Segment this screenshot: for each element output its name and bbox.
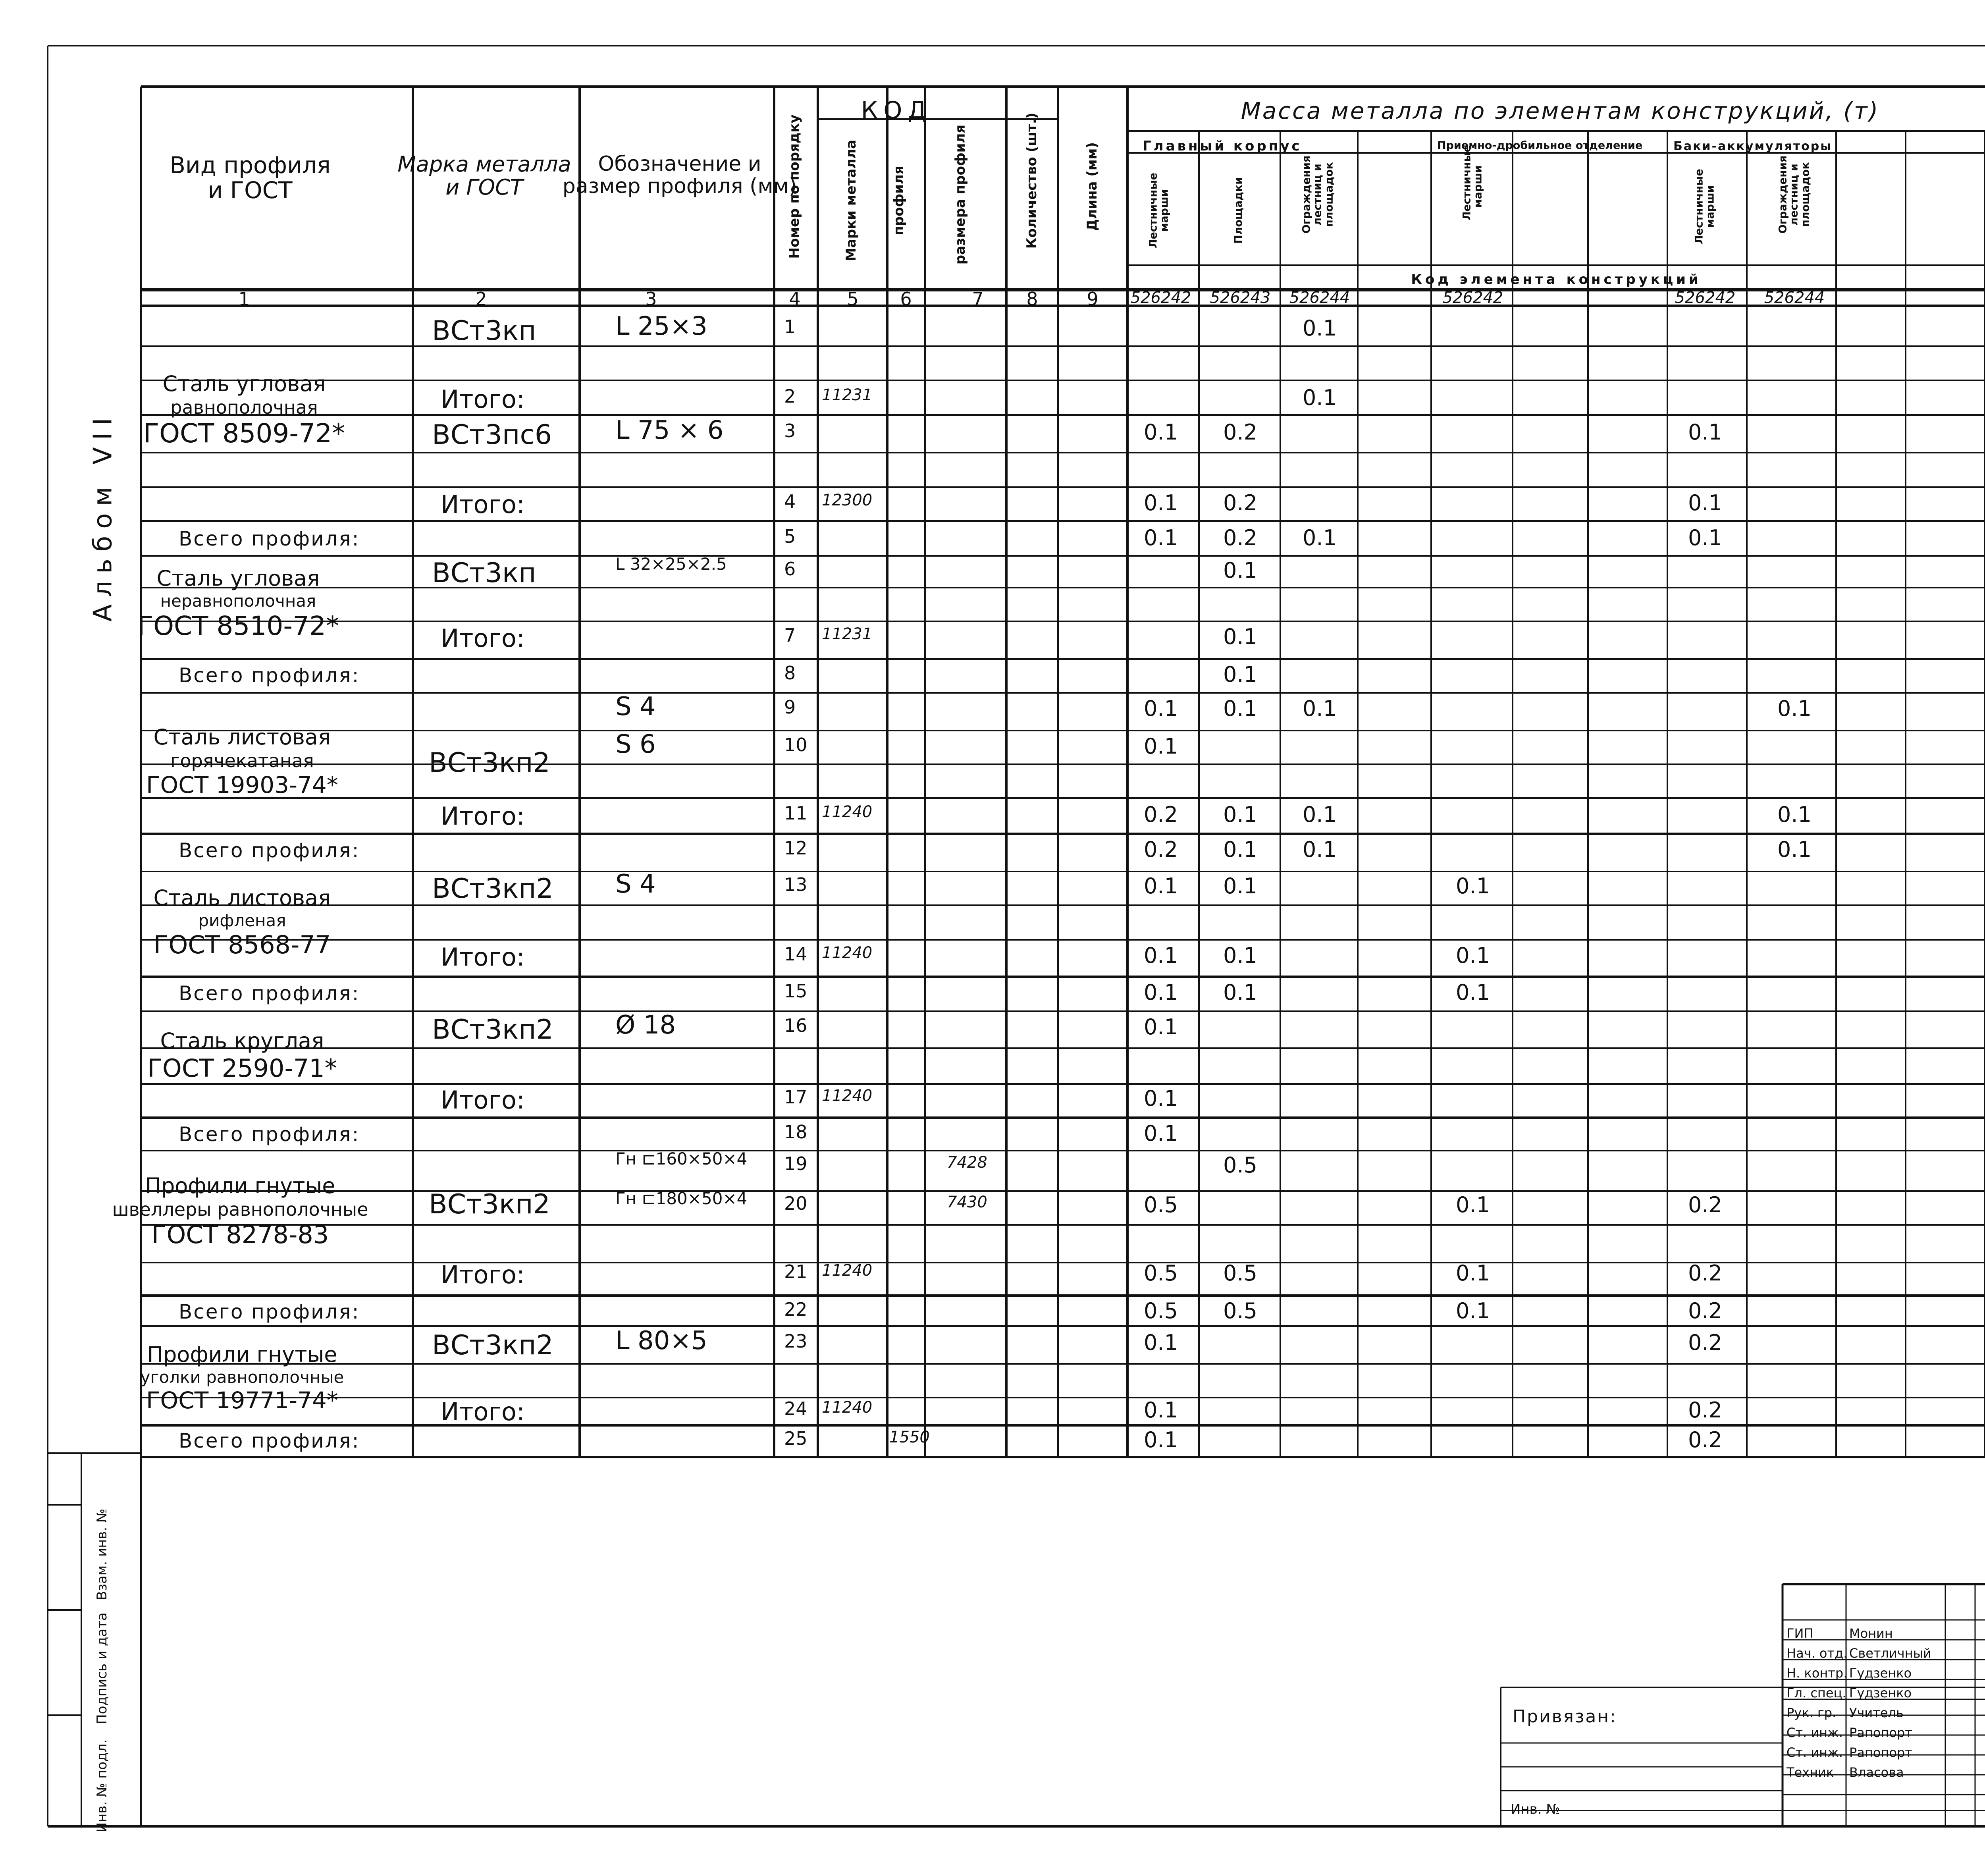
row-code-metal-24: 11240 xyxy=(822,1398,873,1417)
row-mass-14-1: 0.1 xyxy=(1223,943,1257,968)
row-mass-24-4: 0.2 xyxy=(1688,1398,1722,1423)
row-number-9: 9 xyxy=(784,696,796,718)
profile-name-5: Сталь круглая ГОСТ 2590-71* xyxy=(147,1028,337,1083)
row-mass-25-4: 0.2 xyxy=(1688,1427,1722,1452)
profile-name-4: Сталь листовая рифленая ГОСТ 8568-77 xyxy=(153,885,331,960)
signature-role-7: Техник xyxy=(1786,1765,1834,1780)
row-mass-9-1: 0.1 xyxy=(1223,696,1257,721)
row-mass-20-0: 0.5 xyxy=(1144,1192,1178,1217)
row-code-metal-7: 11231 xyxy=(822,625,873,643)
header-sub-fences: Ограждения лестниц и площадок xyxy=(1300,155,1336,234)
row-grade-13: ВСт3кп2 xyxy=(432,873,553,904)
row-mass-21-1: 0.5 xyxy=(1223,1261,1257,1286)
row-mass-4-1: 0.2 xyxy=(1223,490,1257,515)
code-main-platforms: 526243 xyxy=(1210,289,1271,307)
row-size-20: Гн ⊏180×50×4 xyxy=(615,1189,748,1208)
row-number-21: 21 xyxy=(784,1261,807,1282)
colnum-8: 8 xyxy=(1026,288,1038,310)
row-number-4: 4 xyxy=(784,491,796,512)
inv-label: Инв. № xyxy=(1511,1801,1560,1817)
code-receiving-stairs: 526242 xyxy=(1442,289,1503,307)
row-mass-5-1: 0.2 xyxy=(1223,525,1257,550)
itogo-label-17: Итого: xyxy=(441,1085,525,1114)
row-mass-13-0: 0.1 xyxy=(1144,873,1178,898)
header-group-main: Главный корпус xyxy=(1143,138,1302,154)
row-mass-5-4: 0.1 xyxy=(1688,525,1722,550)
vsego-label-22: Всего профиля: xyxy=(179,1300,360,1323)
row-mass-21-0: 0.5 xyxy=(1144,1261,1178,1286)
code-tanks-fences: 526244 xyxy=(1764,289,1825,307)
row-grade-23: ВСт3кп2 xyxy=(432,1330,553,1361)
row-code-metal-21: 11240 xyxy=(822,1261,873,1280)
row-number-15: 15 xyxy=(784,980,807,1002)
row-mass-13-3: 0.1 xyxy=(1456,873,1490,898)
row-code-metal-17: 11240 xyxy=(822,1087,873,1105)
row-number-16: 16 xyxy=(784,1015,807,1036)
profile-name-1: Сталь угловая равнополочная ГОСТ 8509-72* xyxy=(143,371,345,449)
row-mass-15-0: 0.1 xyxy=(1144,980,1178,1005)
row-mass-11-2: 0.1 xyxy=(1303,802,1337,827)
row-grade-6: ВСт3кп xyxy=(432,557,536,589)
signature-name-5: Рапопорт xyxy=(1849,1725,1912,1740)
row-number-12: 12 xyxy=(784,837,807,859)
row-size-6: L 32×25×2.5 xyxy=(615,554,727,574)
row-mass-3-4: 0.1 xyxy=(1688,420,1722,445)
colnum-2: 2 xyxy=(475,288,487,310)
row-grade-3: ВСт3пс6 xyxy=(432,419,552,451)
row-code-metal-11: 11240 xyxy=(822,803,873,821)
row-number-8: 8 xyxy=(784,662,796,684)
row-mass-1-2: 0.1 xyxy=(1303,316,1337,341)
vsego-label-15: Всего профиля: xyxy=(179,982,360,1005)
signature-name-4: Учитель xyxy=(1849,1705,1904,1720)
row-mass-11-1: 0.1 xyxy=(1223,802,1257,827)
row-mass-22-0: 0.5 xyxy=(1144,1298,1178,1323)
colnum-7: 7 xyxy=(972,288,984,310)
row-mass-12-2: 0.1 xyxy=(1303,837,1337,862)
stamp-inv-orig: Инв. № подл. xyxy=(94,1739,110,1833)
row-number-1: 1 xyxy=(784,316,796,337)
row-mass-12-1: 0.1 xyxy=(1223,837,1257,862)
header-row-number: Номер по порядку xyxy=(786,114,803,259)
colnum-5: 5 xyxy=(847,288,859,310)
row-number-22: 22 xyxy=(784,1299,807,1320)
header-sub-fences-tanks: Ограждения лестниц и площадок xyxy=(1777,155,1812,234)
header-code-metal: Марки металла xyxy=(843,139,860,262)
row-number-19: 19 xyxy=(784,1153,807,1174)
row-mass-21-3: 0.1 xyxy=(1456,1261,1490,1286)
signature-role-4: Рук. гр. xyxy=(1786,1705,1837,1720)
itogo-label-14: Итого: xyxy=(441,943,525,972)
itogo-label-2: Итого: xyxy=(441,385,525,414)
row-mass-25-0: 0.1 xyxy=(1144,1427,1178,1452)
colnum-3: 3 xyxy=(645,288,657,310)
row-mass-2-2: 0.1 xyxy=(1303,385,1337,410)
row-mass-3-0: 0.1 xyxy=(1144,420,1178,445)
row-code-metal-4: 12300 xyxy=(822,491,873,509)
header-code-size: размера профиля xyxy=(952,124,969,265)
row-mass-20-3: 0.1 xyxy=(1456,1192,1490,1217)
row-number-17: 17 xyxy=(784,1086,807,1108)
signature-name-3: Гудзенко xyxy=(1849,1685,1912,1701)
row-number-2: 2 xyxy=(784,386,796,407)
code-tanks-stairs: 526242 xyxy=(1675,289,1736,307)
code-main-fences: 526244 xyxy=(1289,289,1350,307)
row-mass-9-0: 0.1 xyxy=(1144,696,1178,721)
header-profile-size: Обозначение и размер профиля (мм) xyxy=(562,152,797,199)
row-code-size-20: 7430 xyxy=(947,1193,987,1211)
signature-role-1: Нач. отд. xyxy=(1786,1646,1848,1661)
row-mass-11-5: 0.1 xyxy=(1777,802,1812,827)
signature-name-2: Гудзенко xyxy=(1849,1666,1912,1681)
row-size-13: S 4 xyxy=(615,870,656,899)
grade-sheet-hot: ВСт3кп2 xyxy=(429,747,550,779)
row-mass-4-0: 0.1 xyxy=(1144,490,1178,515)
row-size-23: L 80×5 xyxy=(615,1326,707,1355)
row-mass-14-0: 0.1 xyxy=(1144,943,1178,968)
itogo-label-4: Итого: xyxy=(441,490,525,519)
header-code-profile: профиля xyxy=(891,166,907,235)
header-quantity: Количество (шт.) xyxy=(1024,112,1040,249)
vsego-label-25: Всего профиля: xyxy=(179,1429,360,1452)
row-mass-13-1: 0.1 xyxy=(1223,873,1257,898)
itogo-label-7: Итого: xyxy=(441,624,525,653)
profile-name-2: Сталь угловая неравнополочная ГОСТ 8510-72* xyxy=(137,566,339,642)
row-code-metal-14: 11240 xyxy=(822,944,873,962)
vsego-label-18: Всего профиля: xyxy=(179,1123,360,1146)
profile-name-7: Профили гнутые уголки равнополочные ГОСТ 19771-74* xyxy=(140,1342,344,1414)
row-size-10: S 6 xyxy=(615,730,656,759)
colnum-6: 6 xyxy=(900,288,912,310)
colnum-9: 9 xyxy=(1087,288,1098,310)
row-size-9: S 4 xyxy=(615,692,656,721)
header-sub-stairs-receiving: Лестничные марши xyxy=(1461,145,1484,220)
header-mass-title: Масса металла по элементам конструкций, (т) xyxy=(1241,97,1880,124)
row-mass-22-1: 0.5 xyxy=(1223,1298,1257,1323)
signature-name-6: Рапопорт xyxy=(1849,1745,1912,1760)
header-profile-type: Вид профиля и ГОСТ xyxy=(170,152,331,204)
header-group-receiving: Приемно-дробильное отделение xyxy=(1437,139,1643,152)
row-size-3: L 75 × 6 xyxy=(615,416,724,445)
row-grade-16: ВСт3кп2 xyxy=(432,1014,553,1045)
row-number-13: 13 xyxy=(784,874,807,895)
header-code: КОД xyxy=(861,96,932,124)
row-number-20: 20 xyxy=(784,1193,807,1214)
row-size-1: L 25×3 xyxy=(615,312,707,341)
profile-name-6: Профили гнутые швеллеры равнополочные ГОСТ 8278-83 xyxy=(112,1173,368,1249)
signature-role-5: Ст. инж. xyxy=(1786,1725,1843,1740)
row-mass-9-5: 0.1 xyxy=(1777,696,1812,721)
row-mass-22-3: 0.1 xyxy=(1456,1298,1490,1323)
colnum-4: 4 xyxy=(789,288,801,310)
signature-name-0: Монин xyxy=(1849,1626,1893,1641)
row-code-metal-2: 11231 xyxy=(822,386,873,404)
album-label: Альбом VII xyxy=(88,411,118,622)
signature-name-1: Светличный xyxy=(1849,1646,1931,1661)
row-number-7: 7 xyxy=(784,625,796,646)
row-mass-5-0: 0.1 xyxy=(1144,525,1178,550)
row-number-6: 6 xyxy=(784,558,796,580)
header-metal-grade: Марка металла и ГОСТ xyxy=(397,152,571,200)
row-mass-7-1: 0.1 xyxy=(1223,624,1257,649)
row-mass-17-0: 0.1 xyxy=(1144,1086,1178,1111)
header-sub-stairs: Лестничные марши xyxy=(1147,173,1171,248)
vsego-label-12: Всего профиля: xyxy=(179,839,360,862)
row-number-18: 18 xyxy=(784,1121,807,1143)
itogo-label-24: Итого: xyxy=(441,1397,525,1426)
row-mass-18-0: 0.1 xyxy=(1144,1121,1178,1146)
row-number-23: 23 xyxy=(784,1330,807,1352)
row-mass-24-0: 0.1 xyxy=(1144,1398,1178,1423)
row-number-3: 3 xyxy=(784,420,796,442)
profile-name-3: Сталь листовая горячекатаная ГОСТ 19903-74* xyxy=(146,725,338,798)
row-mass-23-4: 0.2 xyxy=(1688,1330,1722,1355)
row-mass-3-1: 0.2 xyxy=(1223,420,1257,445)
colnum-1: 1 xyxy=(238,288,250,310)
code-main-stairs: 526242 xyxy=(1130,289,1191,307)
header-sub-stairs-tanks: Лестничные марши xyxy=(1693,169,1717,244)
signature-role-2: Н. контр. xyxy=(1786,1666,1848,1681)
row-mass-15-1: 0.1 xyxy=(1223,980,1257,1005)
row-mass-20-4: 0.2 xyxy=(1688,1192,1722,1217)
row-mass-8-1: 0.1 xyxy=(1223,662,1257,687)
privyazan-label: Привязан: xyxy=(1513,1706,1617,1727)
row-mass-16-0: 0.1 xyxy=(1144,1014,1178,1039)
header-group-tanks: Баки-аккумуляторы xyxy=(1673,139,1833,153)
row-mass-14-3: 0.1 xyxy=(1456,943,1490,968)
row-mass-10-0: 0.1 xyxy=(1144,734,1178,759)
signature-role-0: ГИП xyxy=(1786,1626,1813,1641)
row-number-25: 25 xyxy=(784,1428,807,1449)
vsego-label-8: Всего профиля: xyxy=(179,664,360,687)
header-sub-platforms: Площадки xyxy=(1232,177,1245,244)
row-mass-12-0: 0.2 xyxy=(1144,837,1178,862)
row-number-5: 5 xyxy=(784,526,796,547)
header-code-label: Код элемента конструкций xyxy=(1411,272,1702,287)
row-mass-5-2: 0.1 xyxy=(1303,525,1337,550)
row-mass-4-4: 0.1 xyxy=(1688,490,1722,515)
itogo-label-21: Итого: xyxy=(441,1260,525,1289)
row-number-14: 14 xyxy=(784,943,807,965)
signature-role-6: Ст. инж. xyxy=(1786,1745,1843,1760)
row-code-size-19: 7428 xyxy=(947,1153,987,1172)
row-mass-21-4: 0.2 xyxy=(1688,1261,1722,1286)
row-mass-9-2: 0.1 xyxy=(1303,696,1337,721)
row-mass-23-0: 0.1 xyxy=(1144,1330,1178,1355)
stamp-sign-date: Подпись и дата xyxy=(94,1612,110,1724)
row-mass-19-1: 0.5 xyxy=(1223,1153,1257,1178)
row-size-16: Ø 18 xyxy=(615,1010,676,1040)
row-grade-1: ВСт3кп xyxy=(432,315,536,347)
header-length: Длина (мм) xyxy=(1084,142,1100,231)
grade-bent-channel: ВСт3кп2 xyxy=(429,1189,550,1220)
row-mass-12-5: 0.1 xyxy=(1777,837,1812,862)
row-mass-6-1: 0.1 xyxy=(1223,558,1257,583)
signature-name-7: Власова xyxy=(1849,1765,1904,1780)
row-number-11: 11 xyxy=(784,802,807,824)
row-number-10: 10 xyxy=(784,734,807,756)
row-mass-11-0: 0.2 xyxy=(1144,802,1178,827)
itogo-label-11: Итого: xyxy=(441,802,525,831)
signature-role-3: Гл. спец. xyxy=(1786,1685,1846,1701)
row-mass-22-4: 0.2 xyxy=(1688,1298,1722,1323)
row-size-19: Гн ⊏160×50×4 xyxy=(615,1149,748,1168)
row-code-size-25: 1550 xyxy=(889,1428,930,1446)
row-mass-15-3: 0.1 xyxy=(1456,980,1490,1005)
vsego-label-5: Всего профиля: xyxy=(179,527,360,550)
row-number-24: 24 xyxy=(784,1398,807,1419)
stamp-replace-inv: Взам. инв. № xyxy=(94,1508,110,1600)
